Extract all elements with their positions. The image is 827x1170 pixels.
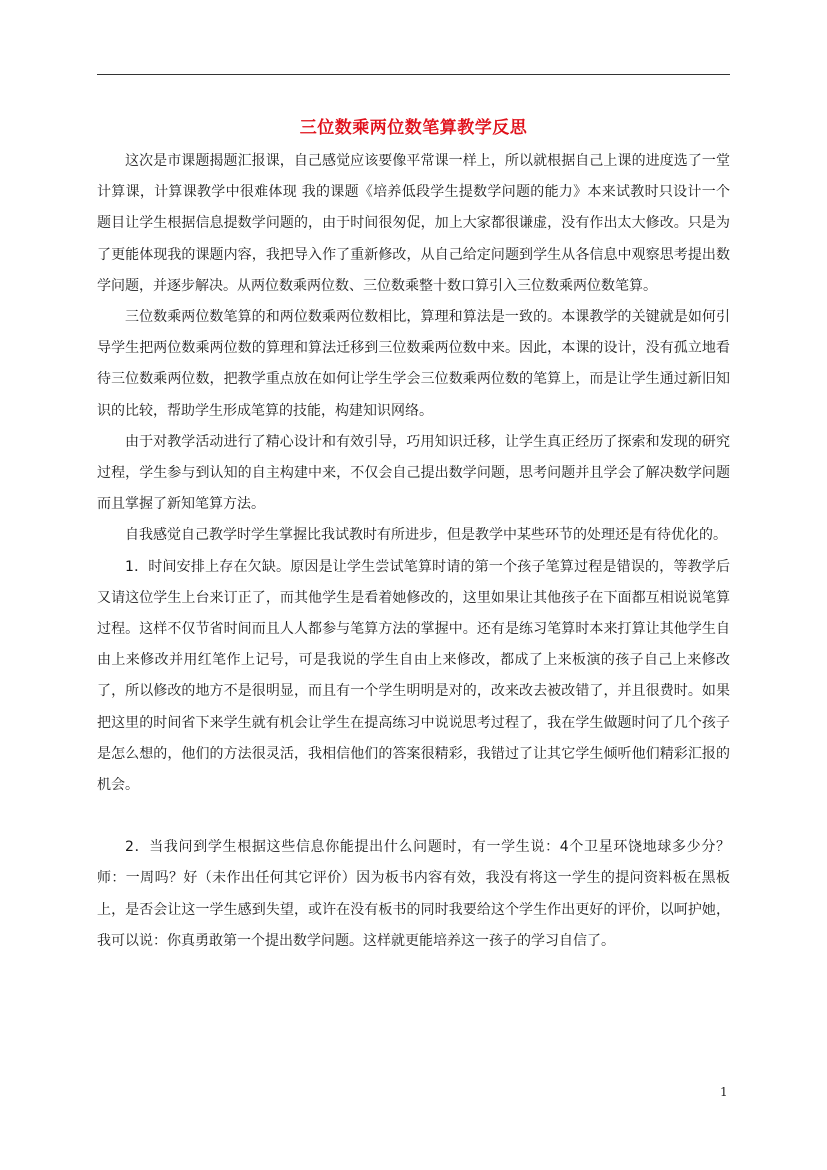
page-number: 1 — [720, 1085, 728, 1099]
paragraph: 2．当我问到学生根据这些信息你能提出什么问题时，有一学生说：4个卫星环饶地球多少分？师：一周吗？好（未作出任何其它评价）因为板书内容有效，我没有将这一学生的提问资料板在黑板上，是否会让这一学生感到失望，或许在没有板书的同时我要给这个学生作出更好的评价，以呵护她，我可以说：你真勇敢第一个提出数学问题。这样就更能培养这一孩子的学习自信了。 — [97, 839, 730, 949]
paragraph: 由于对教学活动进行了精心设计和有效引导，巧用知识迁移，让学生真正经历了探索和发现的研究过程，学生参与到认知的自主构建中来，不仅会自己提出数学问题，思考问题并且学会了解决数学问题而且掌握了新知笔算方法。 — [97, 433, 730, 513]
document-title: 三位数乘两位数笔算教学反思 — [299, 118, 528, 138]
paragraph: 自我感觉自己教学时学生掌握比我试教时有所进步，但是教学中某些环节的处理还是有待优化的。 — [125, 527, 727, 544]
paragraph: 这次是市课题揭题汇报课，自己感觉应该要像平常课一样上，所以就根据自己上课的进度选了一堂计算课，计算课教学中很难体现 我的课题《培养低段学生提数学问题的能力》本来试教时只设计一个题目让学生根据信息提数学问题的，由于时间很匆促，加上大家都很谦虚，没有作出太大修改。只是为了更能体现我的课题内容，我把导入作了重新修改，从自己给定问题到学生从各信息中观察思考提出数学问题，并逐步解决。从两位数乘两位数、三位数乘整十数口算引入三位数乘两位数笔算。 — [97, 153, 730, 294]
paragraph: 三位数乘两位数笔算的和两位数乘两位数相比，算理和算法是一致的。本课教学的关键就是如何引导学生把两位数乘两位数的算理和算法迁移到三位数乘两位数中来。因此，本课的设计，没有孤立地看待三位数乘两位数，把教学重点放在如何让学生学会三位数乘两位数的笔算上，而是让学生通过新旧知识的比较，帮助学生形成笔算的技能，构建知识网络。 — [97, 309, 730, 419]
paragraph: 1．时间安排上存在欠缺。原因是让学生尝试笔算时请的第一个孩子笔算过程是错误的，等教学后又请这位学生上台来订正了，而其他学生是看着她修改的，这里如果让其他孩子在下面都互相说说笔算过程。这样不仅节省时间而且人人都参与笔算方法的掌握中。还有是练习笔算时本来打算让其他学生自由上来修改并用红笔作上记号，可是我说的学生自由上来修改，都成了上来板演的孩子自己上来修改了，所以修改的地方不是很明显，而且有一个学生明明是对的，改来改去被改错了，并且很费时。如果把这里的时间省下来学生就有机会让学生在提高练习中说说思考过程了，我在学生做题时问了几个孩子是怎么想的，他们的方法很灵活，我相信他们的答案很精彩，我错过了让其它学生倾听他们精彩汇报的机会。 — [97, 558, 730, 794]
document-body — [97, 146, 730, 957]
header-rule — [97, 74, 730, 75]
blank-line — [97, 801, 730, 832]
